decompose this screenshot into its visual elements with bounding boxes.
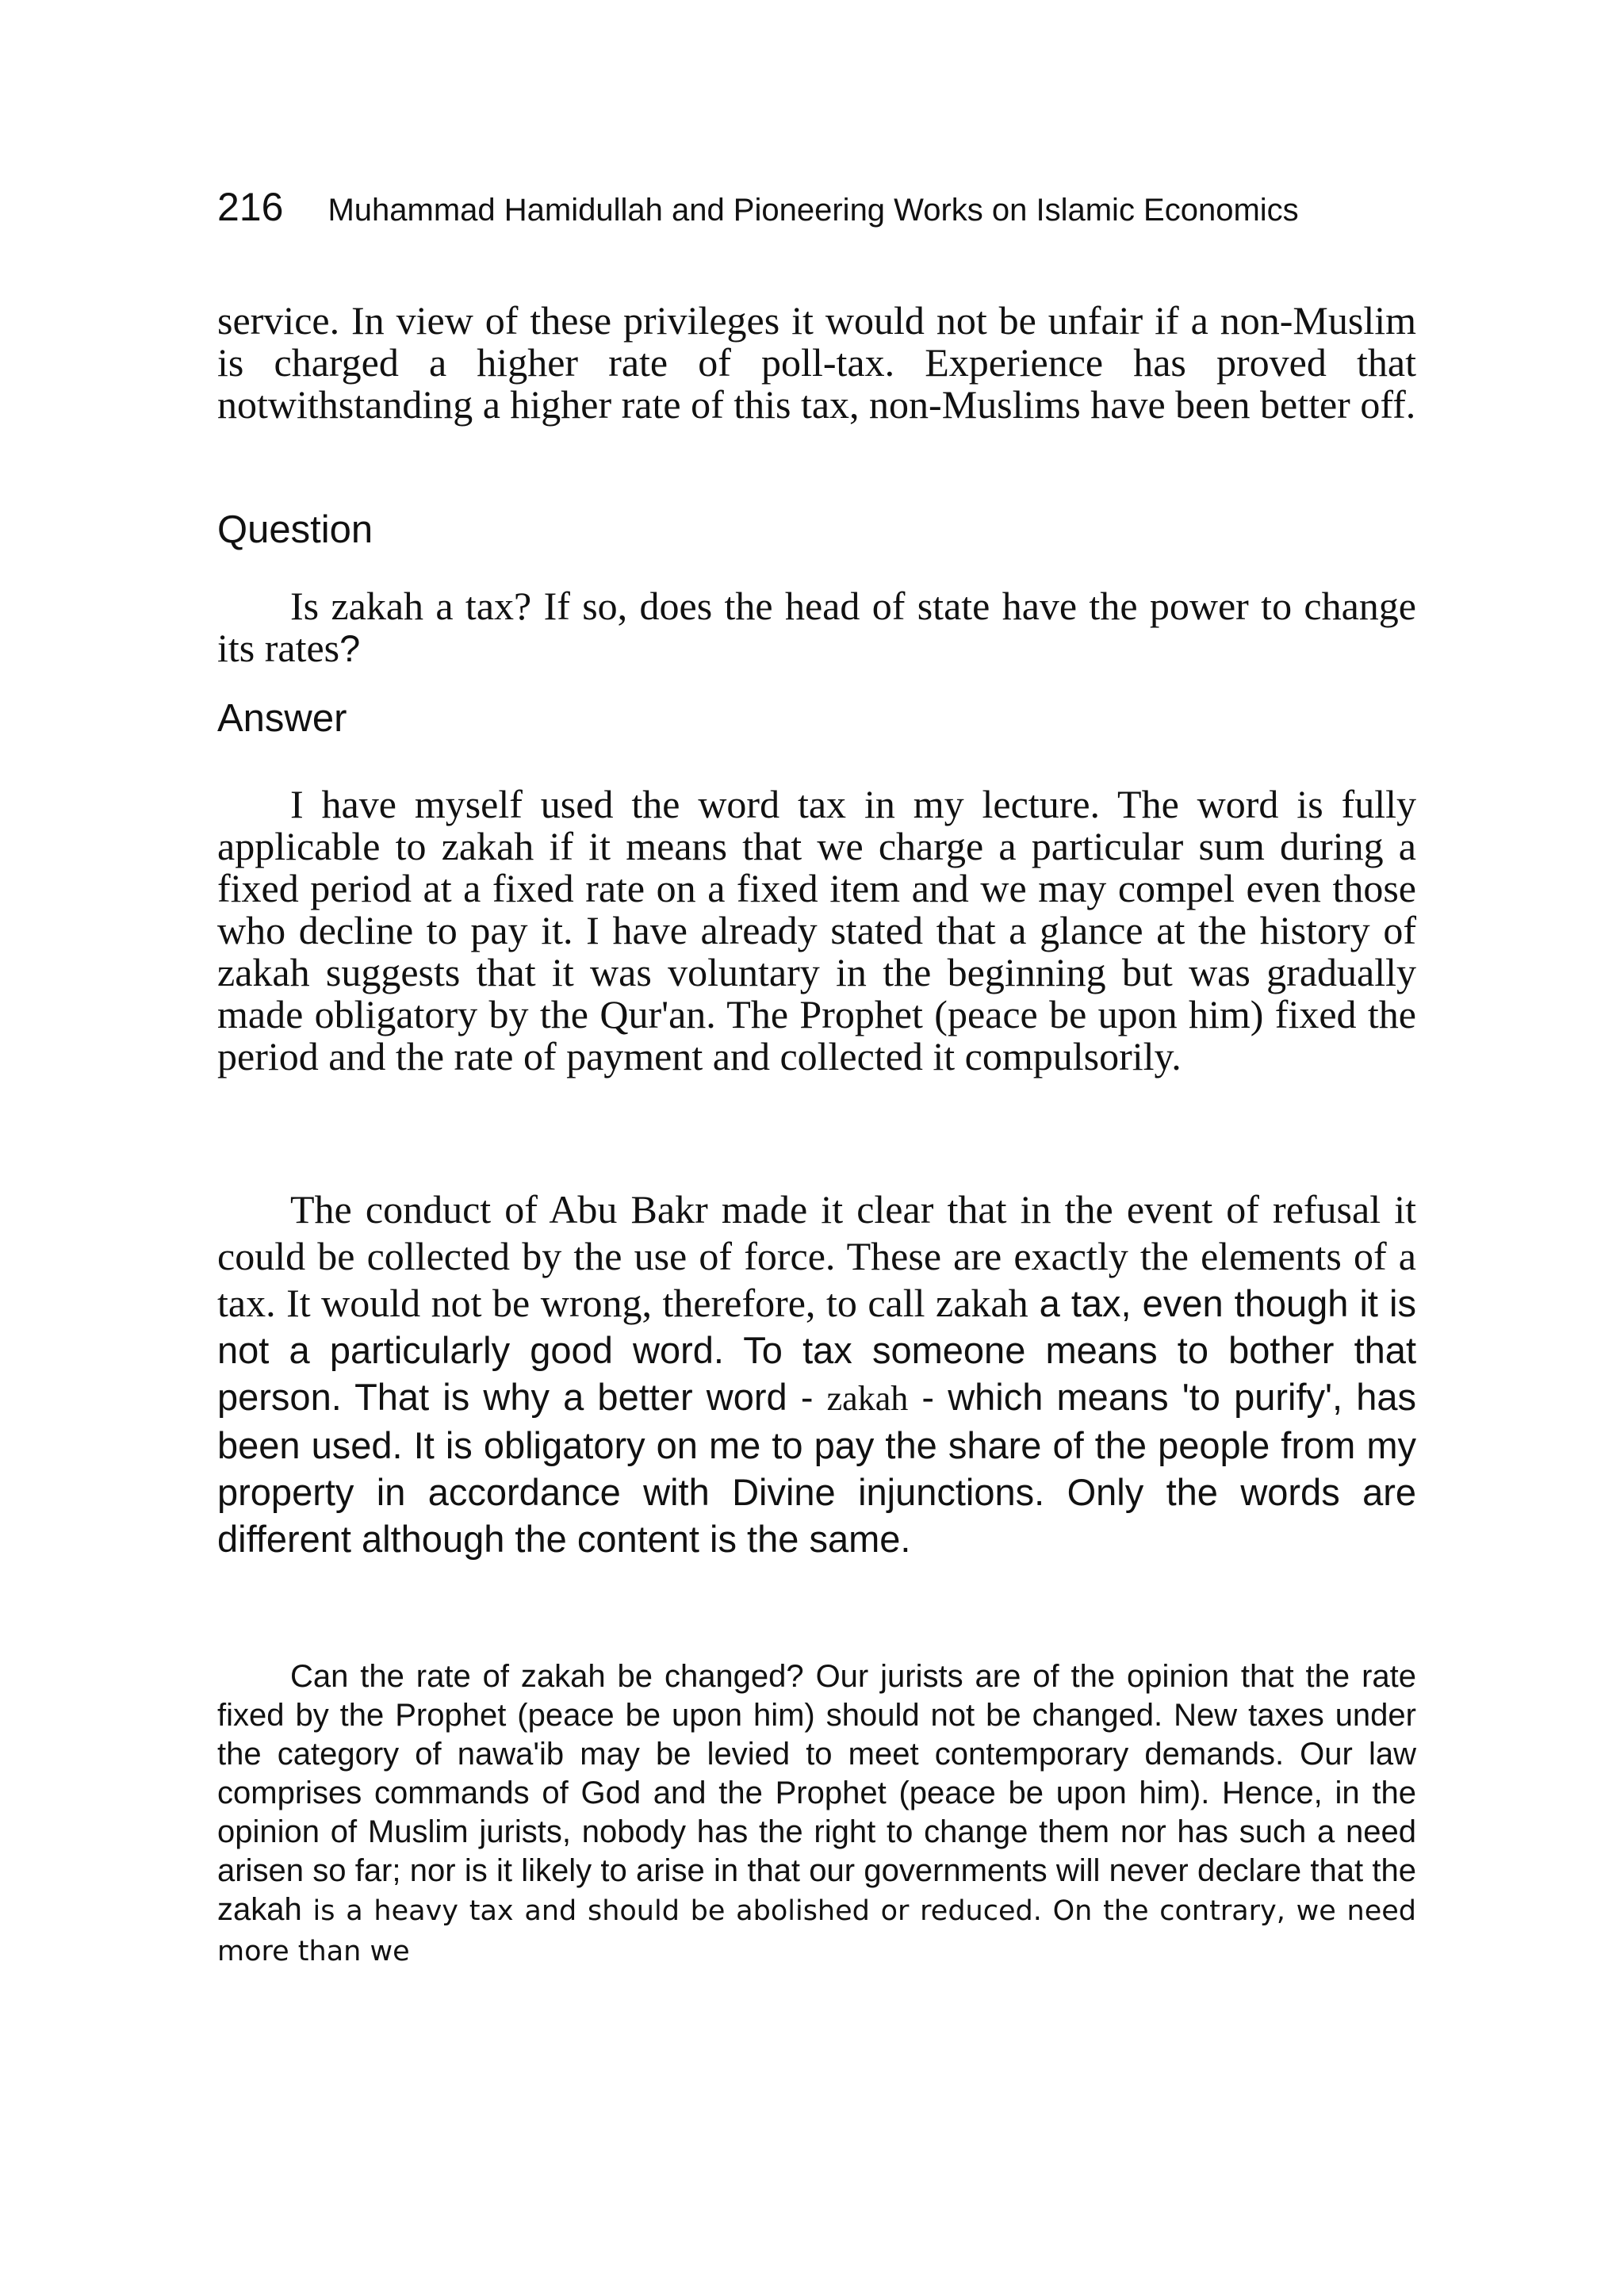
page-number: 216 [217,185,284,229]
question-heading: Question [217,508,373,551]
zakah-word: zakah [826,1379,909,1418]
answer-paragraph-2-sans-2: - which means 'to purify', has been used. It is obligatory on me to pay the share of the people from my property in accordance with Divine injunctions. Only the words are different although the content is the same. [217,1376,1416,1560]
answer-paragraph-2 [217,1186,1416,1562]
body-paragraph: service. In view of these privileges it would not be unfair if a non-Muslim is charged a higher rate of poll-tax. Experience has proved that notwithstanding a higher rate of this tax, non-Muslims have been better off. [217,298,1416,427]
question-text: Is zakah a tax? If so, does the head of state have the power to change its rates [217,584,1416,670]
question-mark: ? [339,627,361,669]
answer-section-heading [217,696,1416,741]
answer-paragraph-1: I have myself used the word tax in my lecture. The word is fully applicable to zakah if it means that we charge a particular sum during a fixed period at a fixed rate on a fixed item and we may compel even those who decline to pay it. I have already stated that a glance at the history of zakah suggests that it was voluntary in the beginning but was gradually made obligatory by the Qur'an. The Prophet (peace be upon him) fixed the period and the rate of payment and collected it compulsorily. [217,782,1416,1078]
answer-paragraph-1-block [217,783,1416,1078]
answer-paragraph-2-sans-1: a tax, even though it is not a particularly good word. To tax someone means to bother that person. That is why a better word - [217,1282,1416,1418]
answer-paragraph-3 [217,1657,1416,1971]
question-paragraph [217,585,1416,669]
answer-paragraph-2-block [217,1186,1416,1562]
question-block [217,585,1416,669]
answer-heading: Answer [217,697,347,740]
answer-paragraph-3-tail: is a heavy tax and should be abolished or reduced. On the contrary, we need more than we [217,1895,1416,1967]
question-section-heading [217,508,1416,552]
running-title: Muhammad Hamidullah and Pioneering Works on Islamic Economics [327,193,1299,228]
page-header [217,184,1423,239]
answer-paragraph-2-serif: The conduct of Abu Bakr made it clear that in the event of refusal it could be collected by the use of force. These are exactly the elements of a tax. It would not be wrong, therefore, to call zakah [217,1187,1416,1325]
answer-paragraph-3-sans: Can the rate of zakah be changed? Our jurists are of the opinion that the rate fixed by the Prophet (peace be upon him) should not be changed. New taxes under the category of nawa'ib may be levied to meet contemporary demands. Our law comprises commands of God and the Prophet (peace be upon him). Hence, in the opinion of Muslim jurists, nobody has the right to change them nor has such a need arisen so far; nor is it likely to arise in that our governments will never declare that the zakah [217,1659,1416,1927]
answer-paragraph-3-block [217,1657,1416,1971]
paragraph-continuation [217,300,1416,426]
